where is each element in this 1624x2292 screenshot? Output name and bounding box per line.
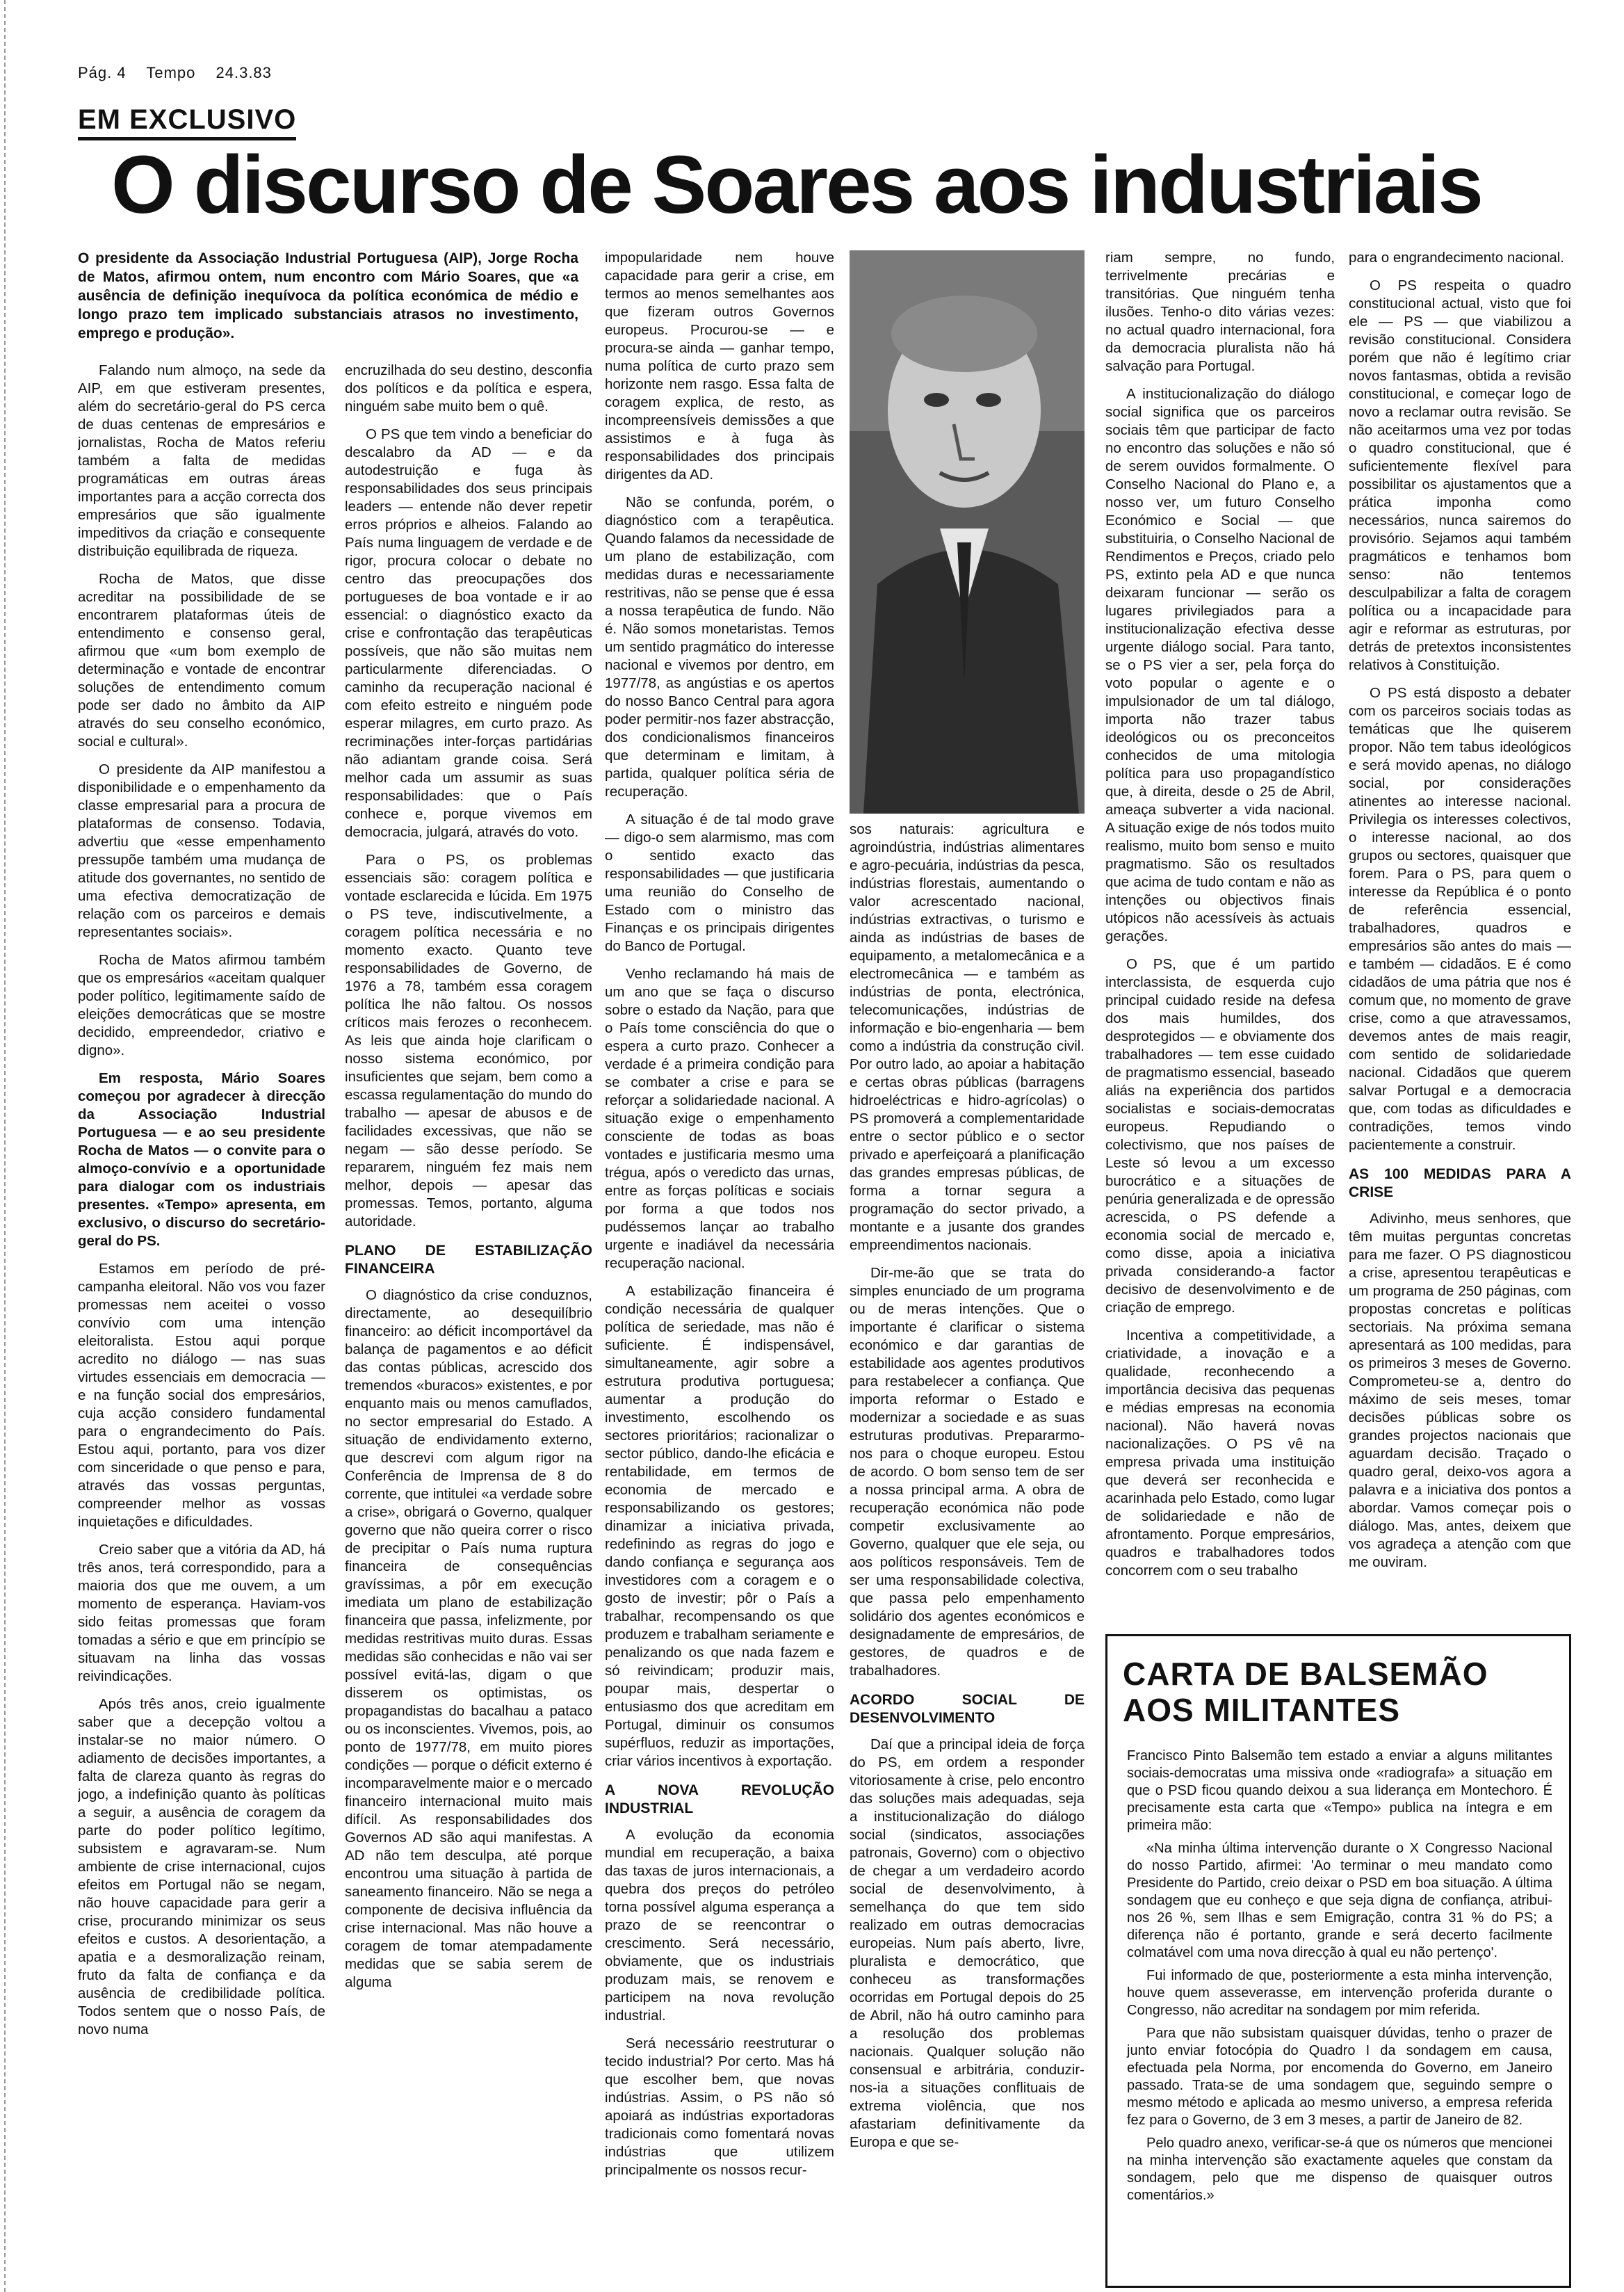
column-6	[1349, 249, 1571, 1626]
box-paragraph: «Na minha última intervenção durante o X Congresso Nacional do nosso Partido, afirmei: 'Ao terminar o meu mandato como Presidente do Partido, creio deixar o PSD em boa situação. A última sondagem que eu conheço e que seja digna de confiança, atribui-nos 26 %, sem Ilhas e sem Emigração, contra 31 % do PS; a diferença não é portanto, grande e será decerto facilmente colmatável com uma nova direcção à qual eu não pertenço'.	[1127, 1841, 1552, 1960]
section-label: EM EXCLUSIVO	[78, 104, 296, 140]
intro-bold-paragraph: Em resposta, Mário Soares começou por agradecer à direcção da Associação Industrial Portuguesa — e ao seu presidente Rocha de Matos — o convite para o almoço-convívio e a oportunidade para dialogar com os industriais presentes. «Tempo» apresenta, em exclusivo, o discurso do secretário-geral do PS.	[78, 1070, 325, 1249]
column-3	[605, 249, 834, 2279]
paragraph: Dir-me-ão que se trata do simples enunciado de um programa ou de meras intenções. Que o importante é clarificar o sistema económico e dar garantias de estabilidade aos agentes produtivos para restabelecer a confiança. Que importa reformar o Estado e modernizar a sociedade e as suas estruturas produtivas. Prepararmo-nos para o choque europeu. Estou de acordo. O bom senso tem de ser a nossa principal arma. A obra de recuperação económica não pode competir exclusivamente ao Governo, qualquer que ele seja, ou aos políticos responsáveis. Tem de ser uma responsabilidade colectiva, que passa pelo empenhamento solidário dos agentes económicos e designadamente de empresários, de gestores, de quadros e de trabalhadores.	[850, 1265, 1085, 1679]
subheading-100-measures: AS 100 MEDIDAS PARA A CRISE	[1349, 1166, 1571, 1200]
paragraph: para o engrandecimento nacional.	[1349, 250, 1564, 266]
subheading-stabilization: PLANO DE ESTABILIZAÇÃO FINANCEIRA	[345, 1243, 592, 1277]
paragraph: A evolução da economia mundial em recuperação, a baixa das taxas de juros internacionais, a quebra dos preços do petróleo torna possível alguma esperança a prazo de se reencontrar o crescimento. Será necessário, obviamente, que os industriais produzam mais, se renovem e participem na nova revolução industrial.	[605, 1827, 834, 2024]
paragraph: Falando num almoço, na sede da AIP, em que estiveram presentes, além do secretário-geral do PS cerca de duas centenas de empresários e jornalistas, Rocha de Matos referiu também a falta de medidas programáticas em outras áreas importantes para a acção correcta dos empresários que são igualmente impeditivos da criação e consequente distribuição equilibrada de riqueza.	[78, 362, 325, 559]
paragraph: Após três anos, creio igualmente saber que a decepção voltou a instalar-se no maior número. O adiamento de decisões importantes, a falta de clareza quanto às regras do jogo, a indefinição quanto às políticas a seguir, a ausência de coragem da parte do poder político legítimo, subsistem e agravaram-se. Num ambiente de crise internacional, cujos efeitos em Portugal não se negam, não houve capacidade para gerir a crise, procurando minimizar os seus efeitos e custos. A desorientação, a apatia e a desmoralização reinam, fruto da falta de confiança e da ausência de credibilidade política. Todos sentem que o nosso País, de novo numa	[78, 1696, 325, 2037]
paragraph: O PS respeita o quadro constitucional actual, visto que foi ele — PS — que viabilizou a revisão constitucional. Considera porém que não é legítimo criar novos fantasmas, obtida a revisão constitucional, e começar logo de novo a reclamar outra revisão. Se não aceitarmos uma vez por todas o quadro constitucional, que é suficientemente flexível para possibilitar os ajustamentos que a prática imponha como necessários, nunca sairemos do provisório. Sejamos aqui também pragmáticos e tenhamos bom senso: não tentemos desculpabilizar a falta de coragem política ou a incapacidade para agir e reformar as estruturas, por detrás de pretextos inconsistentes relativos à Constituição.	[1349, 277, 1571, 673]
subheading-social-accord: ACORDO SOCIAL DE DESENVOLVIMENTO	[850, 1692, 1085, 1726]
paragraph: Creio saber que a vitória da AD, há três anos, terá correspondido, para a maioria dos que me ouvem, a um momento de esperança. Haviam-vos sido feitas promessas que foram tomadas a sério e que em princípio se situavam na linha das vossas reivindicações.	[78, 1542, 325, 1684]
page-date: 24.3.83	[216, 64, 272, 81]
box-paragraph: Fui informado de que, posteriormente a esta minha intervenção, houve quem asseverasse, em intervenção proferida durante o Congresso, não acreditar na sondagem por mim referida.	[1127, 1968, 1552, 2018]
publication-name: Tempo	[146, 64, 196, 81]
paragraph: riam sempre, no fundo, terrivelmente precárias e transitórias. Que ninguém tenha ilusões. Tenho-o dito várias vezes: no actual quadro internacional, fora da democracia pluralista não há salvação para Portugal.	[1105, 250, 1335, 374]
paragraph: Estamos em período de pré-campanha eleitoral. Não vos vou fazer promessas nem aceitei o vosso convívio com uma intenção eleitoralista. Estou aqui porque acredito no diálogo — nas suas virtudes essenciais em democracia — e na função social dos empresários, cuja acção considero fundamental para o engrandecimento do País. Estou aqui, portanto, para vos dizer com sinceridade o que penso e para, através das vossas perguntas, compreender melhor as vossas inquietações e dificuldades.	[78, 1261, 325, 1530]
box-body	[1127, 1748, 1552, 2210]
paragraph: Rocha de Matos, que disse acreditar na possibilidade de se encontrarem plataformas úteis de entendimento e consenso geral, afirmou que «um bom exemplo de determinação e vontade de encontrar soluções de entendimento comum pode ser dado no âmbito da AIP através do seu conselho económico, social e cultural».	[78, 571, 325, 750]
box-title-line-1: CARTA DE BALSEMÃO	[1123, 1656, 1488, 1692]
subheading-revolution: A NOVA REVOLUÇÃO INDUSTRIAL	[605, 1782, 834, 1816]
box-paragraph: Para que não subsistam quaisquer dúvidas, tenho o prazer de junto enviar fotocópia do Quadro I da sondagem em causa, efectuada pela Norma, por encomenda do Governo, em Janeiro passado. Trata-se de uma sondagem que, seguindo sempre o mesmo método e aplicada ao mesmo universo, a empresa referida fez para o Governo, de 3 em 3 meses, a partir de Janeiro de 82.	[1127, 2026, 1552, 2128]
balsemao-letter-box	[1105, 1634, 1571, 2288]
paragraph: Adivinho, meus senhores, que têm muitas perguntas concretas para me fazer. O PS diagnosticou a crise, apresentou terapêuticas e um programa de 250 páginas, com propostas concretas e políticas sectoriais. Na próxima semana apresentará as 100 medidas, para os primeiros 3 meses de Governo. Comprometeu-se a, dentro do máximo de seis meses, tomar decisões públicas sobre os grandes projectos nacionais que aguardam decisão. Traçado o quadro geral, deixo-vos agora a palavra e a iniciativa dos pontos a abordar. Vamos começar pois o diálogo. Mas, antes, deixem que vos agradeça a atenção com que me ouviram.	[1349, 1211, 1571, 1570]
paragraph: O diagnóstico da crise conduznos, directamente, ao desequilíbrio financeiro: ao déficit incomportável da balança de pagamentos e ao déficit das contas públicas, acrescido dos tremendos «buracos» existentes, e por enquanto mais ou menos camuflados, no sector empresarial do Estado. A situação de endividamento externo, que descrevi com algum rigor na Conferência de Imprensa de 8 do corrente, que intitulei «a verdade sobre a crise», obrigará o Governo, qualquer governo que não queira correr o risco de precipitar o País numa ruptura financeira de consequências gravíssimas, a pôr em execução imediata um plano de estabilização financeira que passa, infelizmente, por medidas restritivas muito duras. Essas medidas são conhecidas e não vai ser possível evitá-las, digam o que disserem os optimistas, os propagandistas do bacalhau a pataco ou os inconscientes. Vivemos, pois, ao ponto de 1977/78, em muito piores condições — porque o déficit externo é incomparavelmente maior e o mercado financeiro internacional muito mais difícil. As responsabilidades dos Governos AD são aqui manifestas. A AD não tem desculpa, até porque encontrou uma situação à partida de saneamento financeiro. Não se nega a componente de decisiva influência da crise internacional. Mas não houve a coragem de tomar atempadamente medidas que se sabia serem de alguma	[345, 1287, 592, 1990]
page-folio	[78, 64, 287, 82]
box-paragraph: Pelo quadro anexo, verificar-se-á que os números que mencionei na minha intervenção são exactamente aqueles que constam da sondagem, pelo que me dispenso de quaisquer outros comentários.»	[1127, 2136, 1552, 2203]
headline: O discurso de Soares aos industriais	[111, 139, 1481, 231]
paragraph: A institucionalização do diálogo social significa que os parceiros sociais têm que participar de facto no encontro das soluções e não só de serem ouvidos formalmente. O Conselho Nacional do Plano e, a nosso ver, um futuro Conselho Económico e Social — que substituiria, o Conselho Nacional de Rendimentos e Preços, criado pelo PS, extinto pela AD e que nunca deixaram funcionar — serão os lugares privilegiados para a institucionalização efectiva desse urgente diálogo social. Para tanto, se o PS vier a ser, pela força do voto popular o agente e o impulsionador de um tal diálogo, importa não trazer tabus ideológicos ou os preconceitos conhecidos de uma mitologia política para uso propagandístico que, à direita, desde o 25 de Abril, ameaça subverter a vida nacional. A situação exige de nós todos muito realismo, muito bom senso e muito pragmatismo. São os resultados que acima de tudo contam e não as intenções ou objectivos finais utópicos não acessíveis às actuais gerações.	[1105, 386, 1335, 944]
box-title	[1123, 1656, 1488, 1728]
paragraph: Venho reclamando há mais de um ano que se faça o discurso sobre o estado da Nação, para que o País tome consciência do que o espera a curto prazo. Conhecer a verdade é a primeira condição para se combater a crise e para se reforçar a solidariedade nacional. A situação exige o empenhamento consciente de todas as boas vontades e justificaria mesmo uma trégua, após o veredicto das urnas, entre as forças políticas e sociais por forma a que todos nos pudéssemos lançar ao trabalho urgente e inadiável da necessária recuperação nacional.	[605, 966, 834, 1271]
paragraph: A situação é de tal modo grave — digo-o sem alarmismo, mas com o sentido exacto das responsabilidades — que justificaria uma reunião do Conselho de Estado com o ministro das Finanças e os principais dirigentes do Banco de Portugal.	[605, 812, 834, 954]
paragraph: impopularidade nem houve capacidade para gerir a crise, em termos ao menos semelhantes aos que fizeram outros Governos europeus. Procurou-se — e procura-se ainda — ganhar tempo, numa política de curto prazo sem horizonte nem rasgo. Essa falta de coragem explica, de resto, as incompreensíveis demissões a que assistimos e à fuga às responsabilidades dos principais dirigentes da AD.	[605, 250, 834, 483]
paragraph: Não se confunda, porém, o diagnóstico com a terapêutica. Quando falamos da necessidade de um plano de estabilização, com medidas duras e necessariamente restritivas, não se pense que é essa a nossa terapêutica de fundo. Não é. Não somos monetaristas. Temos um sentido pragmático do interesse nacional e vivemos por dentro, em 1977/78, as angústias e os apertos do nosso Banco Central para agora poder permitir-nos fazer abstracção, dos condicionalismos financeiros que determinam e limitam, à partida, qualquer política séria de recuperação.	[605, 494, 834, 800]
paragraph: O presidente da AIP manifestou a disponibilidade e o empenhamento da classe empresarial para a procura de plataformas de consenso. Todavia, advertiu que «esse empenhamento pressupõe também uma mudança de atitude dos governantes, no sentido de uma efectiva democratização de relação com os parceiros e demais representantes sociais».	[78, 761, 325, 940]
paragraph: O PS está disposto a debater com os parceiros sociais todas as temáticas que lhe quiserem propor. Não tem tabus ideológicos e será movido apenas, no diálogo social, por considerações atinentes ao interesse nacional. Privilegia os interesses colectivos, o interesse nacional, ao dos grupos ou sectores, quaisquer que forem. Para o PS, para quem o interesse da República é o ponto de referência essencial, trabalhadores, quadros e empresários são antes do mais — e também — cidadãos. E é como cidadãos de uma pátria que nos é comum que, no momento de grave crise, como a que atravessamos, devemos antes de mais reagir, com sentido de solidariedade nacional. Cidadãos que querem salvar Portugal e a democracia que, com todas as dificuldades e contradições, temos vindo pacientemente a construir.	[1349, 685, 1571, 1153]
portrait-illustration	[850, 250, 1085, 814]
paragraph: Para o PS, os problemas essenciais são: coragem política e vontade esclarecida e lúcida. Em 1975 o PS teve, indiscutivelmente, a coragem política necessária e no momento exacto. Quanto teve responsabilidades de Governo, de 1976 a 78, também essa coragem política lhe não faltou. Os nossos críticos mais ferozes o reconhecem. As leis que ainda hoje clarificam o nosso sistema económico, por insuficientes que sejam, bem como a escassa regulamentação do mundo do trabalho — apesar de abusos e de facilidades excessivas, que não se negam — são desse período. Se repararem, ninguém fez mais nem melhor, depois — apesar das promessas. Temos, portanto, alguma autoridade.	[345, 852, 592, 1229]
column-2	[345, 362, 592, 2281]
paragraph: Rocha de Matos afirmou também que os empresários «aceitam qualquer poder político, legitimamente saído de eleições democráticas que se mostre decidido, empreendedor, criativo e digno».	[78, 952, 325, 1058]
lead-text: O presidente da Associação Industrial Portuguesa (AIP), Jorge Rocha de Matos, afirmou ontem, num encontro com Mário Soares, que «a ausência de definição inequívoca da política económica de médio e longo prazo tem implicado substanciais atrasos no investimento, emprego e produção».	[78, 250, 578, 341]
paragraph: sos naturais: agricultura e agroindústria, indústrias alimentares e agro-pecuária, indústrias da pesca, indústrias florestais, aumentando o valor acrescentado nacional, indústrias extractivas, o turismo e ainda as indústrias de bases de equipamento, a metalomecânica e a electromecânica — e também as indústrias de ponta, electrónica, telecomunicações, indústrias de informação e bio-engenharia — bem como a indústria da construção civil. Por outro lado, ao apoiar a habitação e certas obras públicas (barragens hidroeléctricas e hidro-agrícolas) o PS promoverá a complementaridade entre o sector público e o sector privado e aperfeiçoará a planificação das grandes empresas públicas, de forma a tornar segura a programação do sector privado, a montante e a jusante dos grandes empreendimentos nacionais.	[850, 821, 1085, 1253]
lead-paragraph	[78, 249, 578, 353]
paragraph: Incentiva a competitividade, a criatividade, a inovação e a qualidade, reconhecendo a importância decisiva das pequenas e médias empresas na economia nacional). Não haverá novas nacionalizações. O PS vê na empresa privada uma instituição que deverá ser reconhecida e acarinhada pelo Estado, como lugar de solidariedade e não de afrontamento. Porque empresários, quadros e trabalhadores todos concorrem com o seu trabalho	[1105, 1327, 1335, 1579]
paragraph: encruzilhada do seu destino, desconfia dos políticos e da política e espera, ninguém sabe muito bem o quê.	[345, 362, 592, 414]
paragraph: Será necessário reestruturar o tecido industrial? Por certo. Mas há que escolher bem, que novas indústrias. Assim, o PS não só apoiará as indústrias exportadoras tradicionais como fomentará novas indústrias que utilizem principalmente os nossos recur-	[605, 2035, 834, 2178]
paragraph: A estabilização financeira é condição necessária de qualquer política de seriedade, mas não é suficiente. É indispensável, simultaneamente, agir sobre a estrutura produtiva portuguesa; aumentar a produção do investimento, escolhendo os sectores prioritários; racionalizar o sector público, dando-lhe eficácia e rentabilidade, em termos de economia de mercado e responsabilizando os gestores; dinamizar a iniciativa privada, redefinindo as regras do jogo e dando confiança e segurança aos investidores com a coragem e o gosto de investir; pôr o País a trabalhar, recompensando os que produzem e trabalham seriamente e penalizando os que nada fazem e só reivindicam; produzir mais, poupar mais, despertar o entusiasmo dos que acreditam em Portugal, diminuir os consumos supérfluos, reduzir as importações, criar vários incentivos à exportação.	[605, 1283, 834, 1769]
page-number: Pág. 4	[78, 64, 127, 81]
box-intro: Francisco Pinto Balsemão tem estado a enviar a alguns militantes sociais-democratas uma missiva onde «radiografa» a situação em que o PSD ficou quando deixou a sua liderança em Montechoro. É precisamente esta carta que «Tempo» publica na íntegra e em primeira mão:	[1127, 1748, 1552, 1833]
soares-portrait-photo	[850, 250, 1085, 814]
paragraph: O PS, que é um partido interclassista, de esquerda cujo principal cuidado reside na defesa dos mais humildes, dos desprotegidos — e obviamente dos trabalhadores — tem esse cuidado de pragmatismo essencial, baseado aliás na experiência dos partidos socialistas e sociais-democratas europeus. Repudiando o colectivismo, que nos países de Leste só levou a um excesso burocrático e a situações de penúria generalizada e de opressão acrescida, o PS defende a economia social de mercado e, como disse, apoia a iniciativa privada considerando-a factor decisivo de desenvolvimento e de criação de emprego.	[1105, 956, 1335, 1316]
column-5	[1105, 249, 1335, 1626]
column-1	[78, 362, 325, 2281]
paragraph: O PS que tem vindo a beneficiar do descalabro da AD — e da autodestruição e fuga às responsabilidades dos seus principais leaders — entende não dever repetir erros próprios e alheios. Falando ao País numa linguagem de verdade e de rigor, procura colocar o debate no centro das preocupações dos portugueses de boa vontade e ir ao essencial: o diagnóstico exacto da crise e confrontação das terapêuticas possíveis, que não são muitas nem particularmente diferenciadas. O caminho da recuperação nacional é com efeito estreito e ninguém pode esperar milagres, em curto prazo. As recriminações inter-forças partidárias não adiantam grande coisa. Será melhor cada um assumir as suas responsabilidades: que o País conhece e, porque vivemos em democracia, julgará, através do voto.	[345, 426, 592, 840]
paragraph: Daí que a principal ideia de força do PS, em ordem a responder vitoriosamente à crise, pelo encontro das soluções mais adequadas, seja a institucionalização do diálogo social (sindicatos, associações patronais, Governo) com o objectivo de chegar a um verdadeiro acordo social de desenvolvimento, à semelhança do que tem sido realizado em outras democracias europeias. Num país aberto, livre, pluralista e democrático, que conheceu as transformações ocorridas em Portugal depois do 25 de Abril, não há outro caminho para a resolução dos problemas nacionais. Qualquer solução não consensual e arbitrária, conduzir-nos-ia a situações conflituais de extrema violência, que nos afastariam definitivamente da Europa e que se-	[850, 1736, 1085, 2150]
page-edge-rule	[4, 0, 6, 2292]
column-4	[850, 821, 1085, 2281]
box-title-line-2: AOS MILITANTES	[1123, 1692, 1401, 1728]
